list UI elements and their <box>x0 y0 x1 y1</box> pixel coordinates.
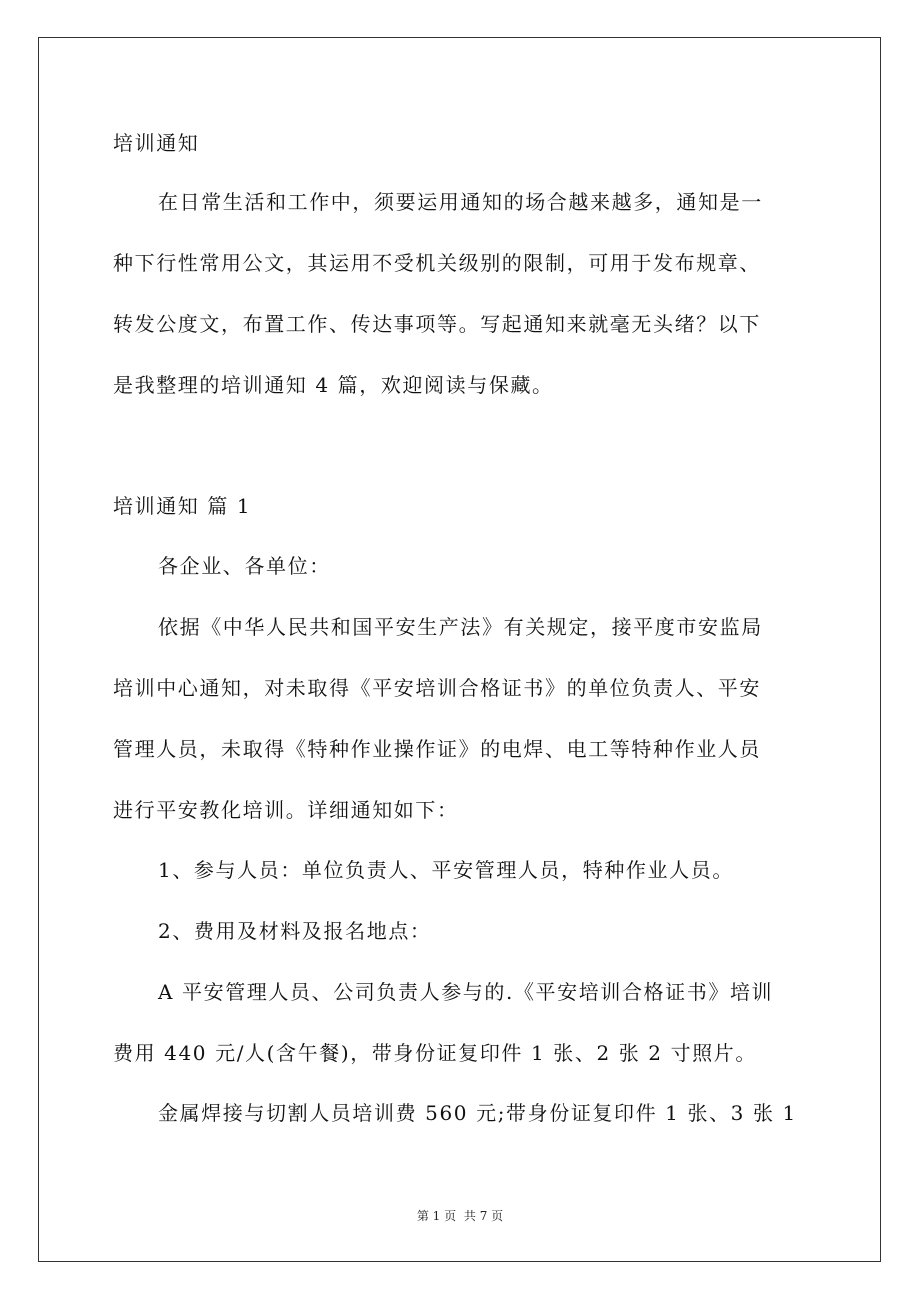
intro-line-2: 种下行性常用公文，其运用不受机关级别的限制，可用于发布规章、 <box>113 251 761 275</box>
total-pages: 共 7 页 <box>463 1209 504 1223</box>
body-line-3: 管理人员，未取得《特种作业操作证》的电焊、电工等特种作业人员 <box>113 737 761 761</box>
list-item-2: 2、费用及材料及报名地点： <box>158 919 432 943</box>
page-frame <box>38 37 881 1262</box>
section-title: 培训通知 篇 1 <box>113 494 252 518</box>
list-item-1: 1、参与人员：单位负责人、平安管理人员，特种作业人员。 <box>158 858 734 882</box>
metal-welding-line: 金属焊接与切割人员培训费 560 元;带身份证复印件 1 张、3 张 1 <box>158 1101 797 1125</box>
document-title: 培训通知 <box>113 131 200 155</box>
list-item-a-line-2: 费用 440 元/人(含午餐)，带身份证复印件 1 张、2 张 2 寸照片。 <box>113 1041 757 1065</box>
body-line-1: 依据《中华人民共和国平安生产法》有关规定，接平度市安监局 <box>158 615 763 639</box>
intro-line-3: 转发公度文，布置工作、传达事项等。写起通知来就毫无头绪？以下 <box>113 312 761 336</box>
salutation: 各企业、各单位： <box>158 554 331 578</box>
intro-line-1: 在日常生活和工作中，须要运用通知的场合越来越多，通知是一 <box>158 190 763 214</box>
body-line-4: 进行平安教化培训。详细通知如下： <box>113 798 459 822</box>
body-line-2: 培训中心通知，对未取得《平安培训合格证书》的单位负责人、平安 <box>113 676 761 700</box>
intro-line-4: 是我整理的培训通知 4 篇，欢迎阅读与保藏。 <box>113 373 554 397</box>
page-number: 第 1 页 <box>416 1209 457 1223</box>
list-item-a-line-1: A 平安管理人员、公司负责人参与的.《平安培训合格证书》培训 <box>158 980 774 1004</box>
page-footer <box>0 1208 920 1224</box>
